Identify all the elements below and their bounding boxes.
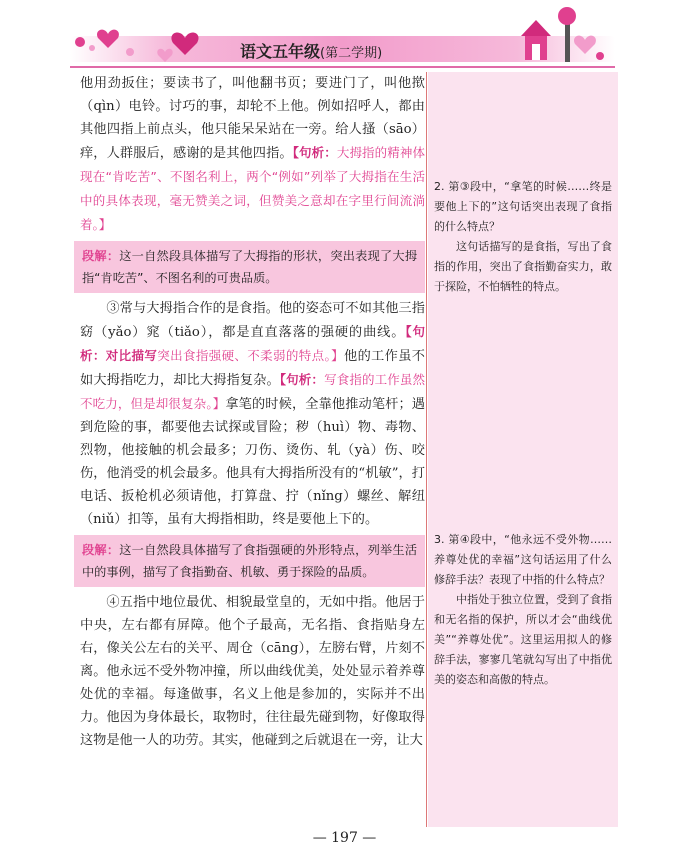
paragraph-summary-box-2: 段解：这一自然段具体描写了食指强硬的外形特点，列举生活中的事例，描写了食指勤奋、机敏、勇于探险的品质。 <box>74 535 425 587</box>
question-3-answer: 中指处于独立位置，受到了食指和无名指的保护，所以才会“曲线优美”“养尊处优”。这里运用拟人的修辞手法，寥寥几笔就勾写出了中指优美的姿态和高傲的特点。 <box>434 593 612 686</box>
sentence-analysis-1: 【句析：大拇指的精神体现在“肯吃苦”、不图名利上，两个“例如”列举了大拇指在生活中的具体表现，毫无赞美之词，但赞美之意却在字里行间流淌着。】 <box>80 145 425 232</box>
sentence-analysis-3: 【句析：写食指的工作虽然不吃力，但是却很复杂。】 <box>80 372 425 411</box>
question-3 <box>434 530 612 690</box>
side-notes-column <box>428 72 618 827</box>
paragraph-3: ③常与大拇指合作的是食指。他的姿态可不如其他三指窈（yǎo）窕（tiǎo），都是直直落落的强硬的曲线。【句析：对比描写突出食指强硬、不柔弱的特点。】他的工作虽不如大拇指吃力，却比大拇指复杂。【句析：写食指的工作虽然不吃力，但是却很复杂。】拿笔的时候，全靠他推动笔杆；遇到危险的事，都要他去试探或冒险；秽（huì）物、毒物、烈物，他接触的机会最多；刀伤、烫伤、轧（yà）伤、咬伤，他消受的机会最多。他具有大拇指所没有的“机敏”，打电话、扳枪机必须请他，打算盘、拧（nǐng）螺丝、解纽（niǔ）扣等，虽有大拇指相助，终是要他上下的。 <box>80 301 425 527</box>
sentence-analysis-2: 【句析：对比描写突出食指强硬、不柔弱的特点。】 <box>80 324 425 363</box>
question-2-answer: 这句话描写的是食指，写出了食指的作用，突出了食指勤奋实力，敢于探险，不怕牺牲的特点。 <box>434 240 612 293</box>
question-3-text: 3. 第④段中，“他永远不受外物……养尊处优的幸福”这句话运用了什么修辞手法？表现了中指的什么特点？ <box>434 533 612 586</box>
page-header <box>0 0 689 80</box>
question-2 <box>434 177 612 297</box>
paragraph-2-end: 他用劲扳住；要读书了，叫他翻书页；要进门了，叫他揿（qìn）电铃。讨巧的事，却轮不上他。例如招呼人，都由其他四指上前点头，他只能呆呆站在一旁。给人搔（sāo）痒，人群服后，感谢的是其他四指。【句析：大拇指的精神体现在“肯吃苦”、不图名利上，两个“例如”列举了大拇指在生活中的具体表现，毫无赞美之词，但赞美之意却在字里行间流淌着。】 <box>80 76 425 232</box>
page-number: — 197 — <box>312 830 377 846</box>
question-2-text: 2. 第③段中，“拿笔的时候……终是要他上下的”这句话突出表现了食指的什么特点？ <box>434 180 612 233</box>
house-decoration-icon <box>505 6 615 68</box>
book-title: 语文五年级(第二学期) <box>240 42 383 61</box>
main-text-column <box>80 72 425 752</box>
header-rule <box>70 66 615 68</box>
paragraph-4: ④五指中地位最优、相貌最堂皇的，无如中指。他居于中央，左右都有屏障。他个子最高，无名指、食指贴身左右，像关公左右的关平、周仓（cāng），左膀右臂，片刻不离。他永远不受外物冲撞，所以曲线优美，处处显示着养尊处优的幸福。每逢做事，名义上他是参加的，实际并不出力。他因为身体最长，取物时，往往最先碰到物，好像取得这物是他一人的功劳。其实，他碰到之后就退在一旁，让大 <box>80 595 425 748</box>
paragraph-summary-box-1: 段解：这一自然段具体描写了大拇指的形状，突出表现了大拇指“肯吃苦”、不图名利的可贵品质。 <box>74 241 425 293</box>
heart-decoration-icon <box>70 12 210 67</box>
